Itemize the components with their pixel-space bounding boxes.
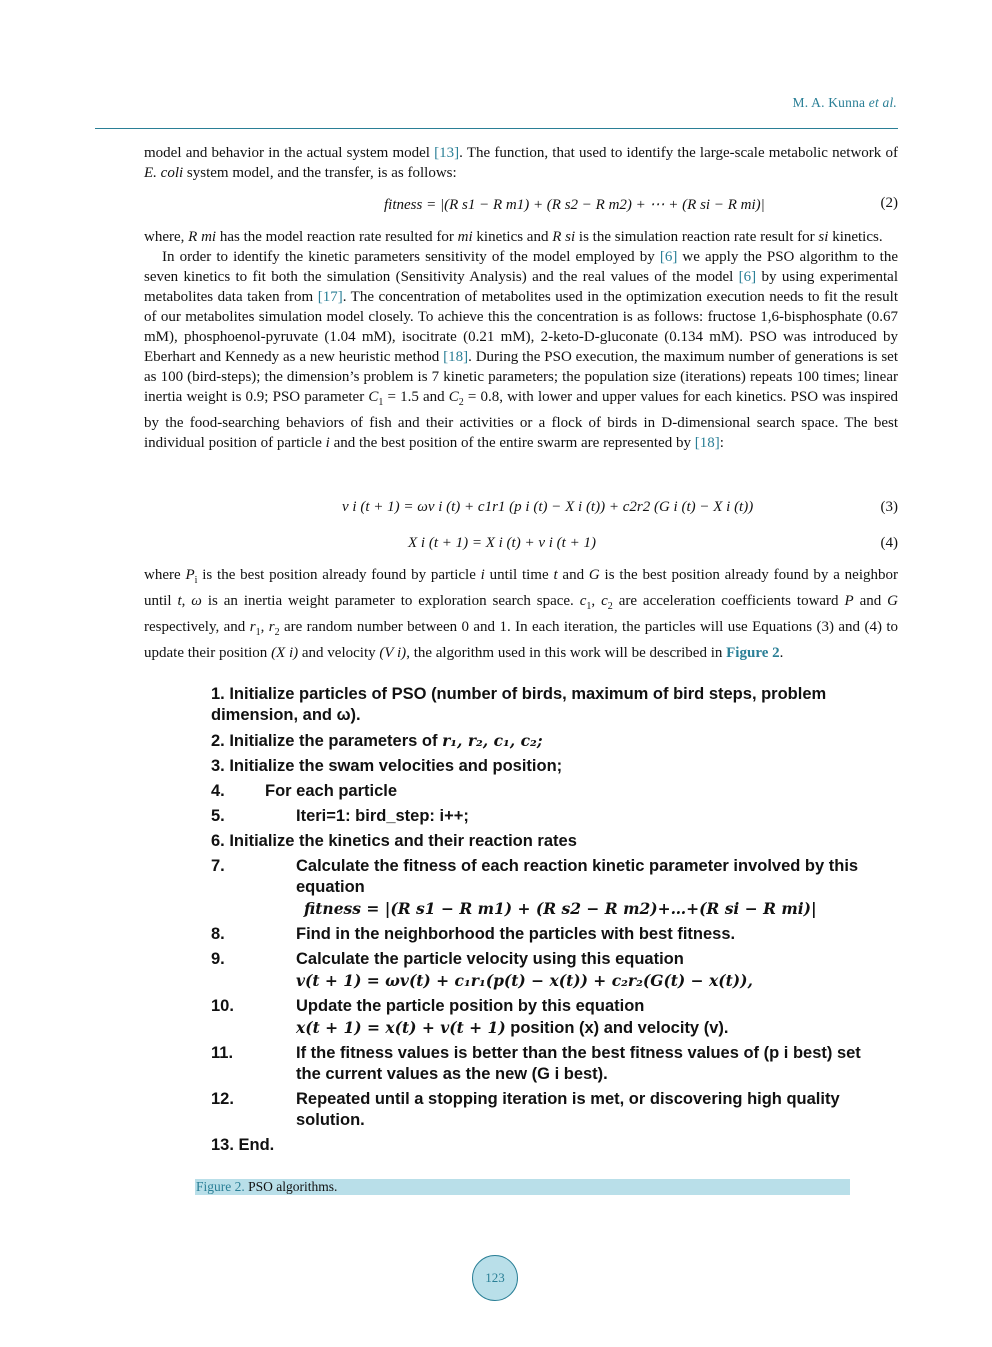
symbol: mi xyxy=(457,229,473,245)
citation-link[interactable]: [18] xyxy=(694,435,720,451)
algo-line-6 xyxy=(211,831,861,852)
text: = 1.5 and xyxy=(383,389,449,405)
subscript: 1 xyxy=(378,397,384,408)
text: , xyxy=(591,593,602,609)
text: where, xyxy=(144,229,189,245)
text: is the simulation reaction rate result for xyxy=(575,229,819,245)
equation-3-number: (3) xyxy=(880,499,898,515)
algo-line-4 xyxy=(211,781,861,802)
caption-text: PSO algorithms. xyxy=(244,1179,338,1194)
algo-text: 3. Initialize the swam velocities and position; xyxy=(211,757,563,775)
algo-number: 11. xyxy=(211,1044,234,1062)
page-number: 123 xyxy=(485,1270,505,1285)
symbol: R si xyxy=(552,229,576,245)
text: . xyxy=(779,645,784,661)
page-number-badge xyxy=(472,1255,518,1301)
text: , xyxy=(260,619,269,635)
algo-line-1 xyxy=(211,684,861,726)
algo-math: x(t + 1) = x(t) + v(t + 1) xyxy=(296,1018,506,1037)
equation-2-number: (2) xyxy=(880,195,898,211)
algo-number: 10. xyxy=(211,997,234,1015)
algo-text: 1. Initialize particles of PSO (number of birds, maximum of bird steps, problem dimension, and ω). xyxy=(211,685,827,724)
text: is an inertia weight parameter to exploration search space. xyxy=(201,593,580,609)
algo-line-10 xyxy=(211,996,861,1039)
symbol: r xyxy=(268,619,275,635)
algo-line-3 xyxy=(211,756,861,777)
text: are random number between 0 and 1. In each iteration, the particles will use Equations (3) and (4) to update their position xyxy=(144,619,899,661)
symbol: i xyxy=(480,567,485,583)
subscript: 2 xyxy=(607,601,613,612)
algo-text: position (x) and velocity (v). xyxy=(505,1019,729,1037)
algo-line-11 xyxy=(211,1043,861,1085)
citation-link[interactable]: [18] xyxy=(443,349,469,365)
equation-4-expression: X i (t + 1) = X i (t) + v i (t + 1) xyxy=(408,535,596,551)
text: by using experimental metabolites data taken from xyxy=(144,269,899,305)
algo-number: 8. xyxy=(211,925,225,943)
text: . The concentration of metabolites used in the optimization execution needs to fit the result of our metabolites simulation model closely. To achieve this the concentration is as follows: fructose 1,6-bisphosphate (0.67 mM), phosphoenol-pyruvate (1.04 mM), isocitrate (0.21 mM), 2-keto-D-gluconate (0.134 mM). PSO was introduced by Eberhart and Kennedy as a new heuristic method xyxy=(144,289,898,365)
text: system model, and the transfer, is as follows: xyxy=(183,165,457,181)
text: is the best position already found by a neighbor until xyxy=(144,567,898,609)
algo-text: 2. Initialize the parameters of xyxy=(211,732,443,750)
equation-4-number: (4) xyxy=(880,535,898,551)
algo-text: 13. End. xyxy=(211,1136,275,1154)
text: In order to identify the kinetic parameters sensitivity of the model employed by xyxy=(162,249,660,265)
algo-line-7 xyxy=(211,856,861,920)
algo-math: fitness = |(R s1 − R m1) + (R s2 − R m2)+…+(R si − R mi)| xyxy=(304,899,817,918)
algo-text: For each particle xyxy=(265,782,398,800)
symbol: P xyxy=(844,593,854,609)
subscript: 1 xyxy=(255,627,261,638)
algo-number: 5. xyxy=(211,807,225,825)
algo-line-9 xyxy=(211,949,861,992)
algo-number: 4. xyxy=(211,782,225,800)
text: . During the PSO execution, the maximum number of generations is set as 100 (bird-steps); the dimension’s problem is 7 kinetic parameters; the population size (iterations) repeats 100 times; linear inertia weight is 0.9; PSO parameter xyxy=(144,349,898,405)
algo-line-8 xyxy=(211,924,861,945)
subscript: i xyxy=(194,575,198,586)
text: , xyxy=(181,593,192,609)
running-head xyxy=(793,95,897,111)
equation-4 xyxy=(144,533,898,557)
text: is the best position already found by particle xyxy=(197,567,481,583)
text: , the algorithm used in this work will be described in xyxy=(406,645,727,661)
algo-text: Calculate the fitness of each reaction kinetic parameter involved by this equation xyxy=(296,857,859,896)
paragraph-where-1 xyxy=(144,227,898,453)
algo-math: r₁, r₂, c₁, c₂; xyxy=(442,731,543,750)
citation-link[interactable]: [13] xyxy=(434,145,460,161)
algo-number: 12. xyxy=(211,1090,234,1108)
subscript: 2 xyxy=(274,627,280,638)
paragraph-2 xyxy=(144,247,898,453)
text: respectively, and xyxy=(144,619,250,635)
text: kinetics. xyxy=(828,229,883,245)
algo-text: Iteri=1: bird_step: i++; xyxy=(296,807,469,825)
symbol: t xyxy=(177,593,182,609)
subscript: 1 xyxy=(586,601,592,612)
algo-number: 7. xyxy=(211,857,225,875)
running-head-etal: et al. xyxy=(868,95,897,110)
text: and xyxy=(853,593,888,609)
running-head-authors: M. A. Kunna xyxy=(792,95,866,110)
algo-text: Calculate the particle velocity using this equation xyxy=(296,950,684,968)
symbol: C xyxy=(448,389,459,405)
algo-line-5 xyxy=(211,806,861,827)
symbol: t xyxy=(553,567,558,583)
symbol: G xyxy=(887,593,899,609)
algo-text: Repeated until a stopping iteration is met, or discovering high quality solution. xyxy=(296,1090,840,1129)
symbol: ω xyxy=(191,593,202,609)
algo-text: 6. Initialize the kinetics and their reaction rates xyxy=(211,832,577,850)
equation-3-expression: v i (t + 1) = ωv i (t) + c1r1 (p i (t) − X i (t)) + c2r2 (G i (t) − X i (t)) xyxy=(342,499,754,515)
algo-number: 9. xyxy=(211,950,225,968)
symbol: R mi xyxy=(188,229,217,245)
citation-link[interactable]: [6] xyxy=(738,269,757,285)
text: and the best position of the entire swarm are represented by xyxy=(329,435,695,451)
text: has the model reaction rate resulted for xyxy=(216,229,458,245)
equation-2 xyxy=(144,193,898,217)
text: model and behavior in the actual system model xyxy=(144,145,435,161)
subscript: 2 xyxy=(458,397,464,408)
figure-2-caption xyxy=(195,1179,850,1195)
caption-label: Figure 2. xyxy=(196,1179,245,1194)
header-rule xyxy=(95,128,898,129)
symbol: c xyxy=(579,593,587,609)
text: until time xyxy=(484,567,554,583)
algo-text: Find in the neighborhood the particles with best fitness. xyxy=(296,925,736,943)
symbol: si xyxy=(818,229,829,245)
text: . The function, that used to identify the large-scale metabolic network of xyxy=(459,145,898,161)
algo-line-12 xyxy=(211,1089,861,1131)
algo-text: Update the particle position by this equation xyxy=(296,997,645,1015)
text: are acceleration coefficients toward xyxy=(612,593,845,609)
text: we apply the PSO algorithm to the seven kinetics to fit both the simulation (Sensitivity Analysis) and the real values of the model xyxy=(144,249,898,285)
algo-math: v(t + 1) = ωv(t) + c₁r₁(p(t) − x(t)) + c₂r₂(G(t) − x(t)), xyxy=(296,971,753,990)
figure-2-algorithm xyxy=(211,684,861,1160)
algo-text: If the fitness values is better than the best fitness values of (p i best) set the current values as the new (G i best). xyxy=(296,1044,861,1083)
symbol: P xyxy=(185,567,195,583)
symbol: r xyxy=(249,619,256,635)
text: = 0.8, with lower and upper values for each kinetics. PSO was inspired by the food-searching behaviors of fish and their activities or a flock of birds in D-dimensional search space. The best individual position of particle xyxy=(144,389,898,451)
symbol: c xyxy=(601,593,608,609)
equation-2-expression: fitness = |(R s1 − R m1) + (R s2 − R m2) + ⋯ + (R si − R mi)| xyxy=(384,197,765,213)
symbol: (X i) xyxy=(271,645,299,661)
algo-line-2 xyxy=(211,730,861,752)
paragraph-where-2 xyxy=(144,565,898,663)
figure-link[interactable]: Figure 2 xyxy=(726,645,780,661)
text: and velocity xyxy=(298,645,380,661)
equation-3 xyxy=(144,497,898,521)
symbol: C xyxy=(368,389,379,405)
citation-link[interactable]: [17] xyxy=(317,289,343,305)
citation-link[interactable]: [6] xyxy=(659,249,678,265)
text: where xyxy=(144,567,186,583)
text: kinetics and xyxy=(472,229,553,245)
paragraph-1 xyxy=(144,143,898,183)
symbol: i xyxy=(325,435,330,451)
species-name: E. coli xyxy=(144,165,184,181)
symbol: G xyxy=(588,567,600,583)
symbol: (V i) xyxy=(379,645,407,661)
text: and xyxy=(557,567,589,583)
algo-line-13 xyxy=(211,1135,861,1156)
text: : xyxy=(719,435,724,451)
